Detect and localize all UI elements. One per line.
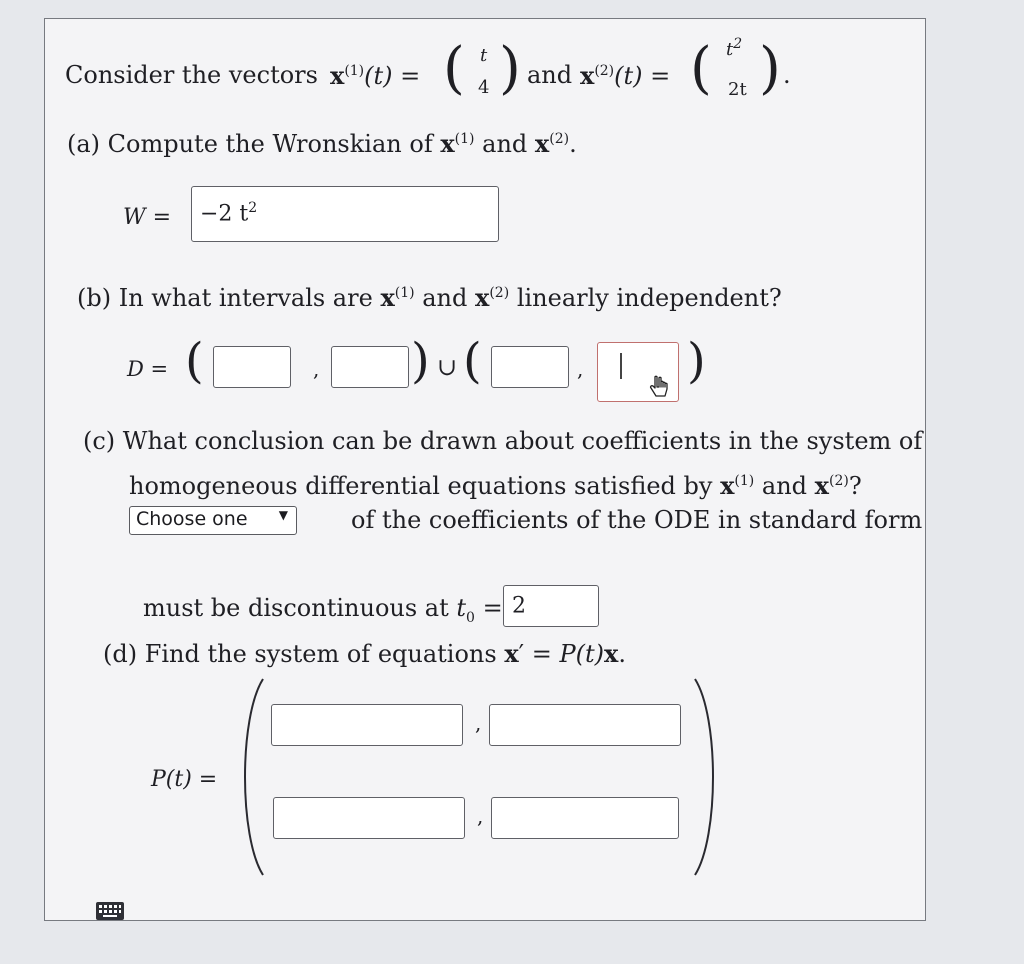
conclusion-select[interactable] (129, 506, 297, 535)
t0-input[interactable] (503, 585, 599, 627)
x1-definition: $x^{(1)}(t)$ = (330, 61, 421, 90)
intro-text: Consider the vectors (65, 61, 318, 89)
part-c-line1: (c) What conclusion can be drawn about coefficients in the system of (83, 427, 923, 455)
part-c-line3: of the coefficients of the ODE in standard form (351, 506, 923, 534)
x2-right-paren: ) (759, 36, 781, 101)
x2-definition: $x^{(2)}(t)$ = (580, 61, 671, 90)
p11-input[interactable] (271, 704, 463, 746)
x2-top-entry: $t^2$ (726, 36, 743, 60)
x1-bottom-entry: 4 (478, 77, 490, 98)
keyboard-icon[interactable] (95, 901, 125, 921)
wronskian-label: W = (123, 205, 172, 230)
intro-period: . (783, 61, 791, 89)
part-c-line2: homogeneous differential equations satisfied by $x^{(1)}$ and $x^{(2)}$? (129, 471, 862, 500)
wronskian-value: −2 $t^2$ (200, 200, 258, 227)
interval2-comma: , (577, 357, 584, 381)
union-symbol: ∪ (437, 353, 458, 381)
matrix-row2-comma: , (477, 804, 484, 828)
matrix-row1-comma: , (475, 711, 482, 735)
x2-left-paren: ( (690, 36, 712, 101)
intro-line (65, 61, 318, 89)
part-c-line4: must be discontinuous at $t_0$ = (143, 594, 503, 626)
chevron-down-icon: ▼ (278, 508, 288, 522)
part-d-question: (d) Find the system of equations x′ = P(t)x. (103, 639, 626, 668)
interval2-start-input[interactable] (491, 346, 569, 388)
interval1-comma: , (313, 357, 320, 381)
matrix-right-paren (689, 677, 725, 877)
p22-input[interactable] (491, 797, 679, 839)
interval2-left-paren: ( (463, 333, 482, 389)
interval1-left-paren: ( (185, 333, 204, 389)
text-cursor (620, 353, 622, 379)
x2-bottom-entry: 2t (728, 79, 747, 100)
p12-input[interactable] (489, 704, 681, 746)
part-a-question: (a) Compute the Wronskian of $x^{(1)}$ and $x^{(2)}$. (67, 129, 577, 158)
intro-and: and (527, 61, 573, 89)
x1-left-paren: ( (443, 36, 465, 101)
wronskian-input[interactable] (191, 186, 499, 242)
part-b-question: (b) In what intervals are $x^{(1)}$ and $x^{(2)}$ linearly independent? (77, 283, 782, 312)
x1-right-paren: ) (499, 36, 521, 101)
interval1-end-input[interactable] (331, 346, 409, 388)
interval2-end-input[interactable] (597, 342, 679, 402)
p21-input[interactable] (273, 797, 465, 839)
t0-value: 2 (512, 593, 526, 619)
domain-label: D = (127, 357, 169, 381)
interval1-start-input[interactable] (213, 346, 291, 388)
interval2-right-paren: ) (687, 333, 706, 389)
interval1-right-paren: ) (411, 333, 430, 389)
matrix-left-paren (233, 677, 269, 877)
x1-top-entry: t (480, 45, 488, 66)
hand-pointer-icon (648, 375, 670, 399)
matrix-label: P(t) = (151, 767, 218, 792)
question-panel (44, 18, 926, 921)
conclusion-select-label: Choose one (136, 508, 248, 530)
